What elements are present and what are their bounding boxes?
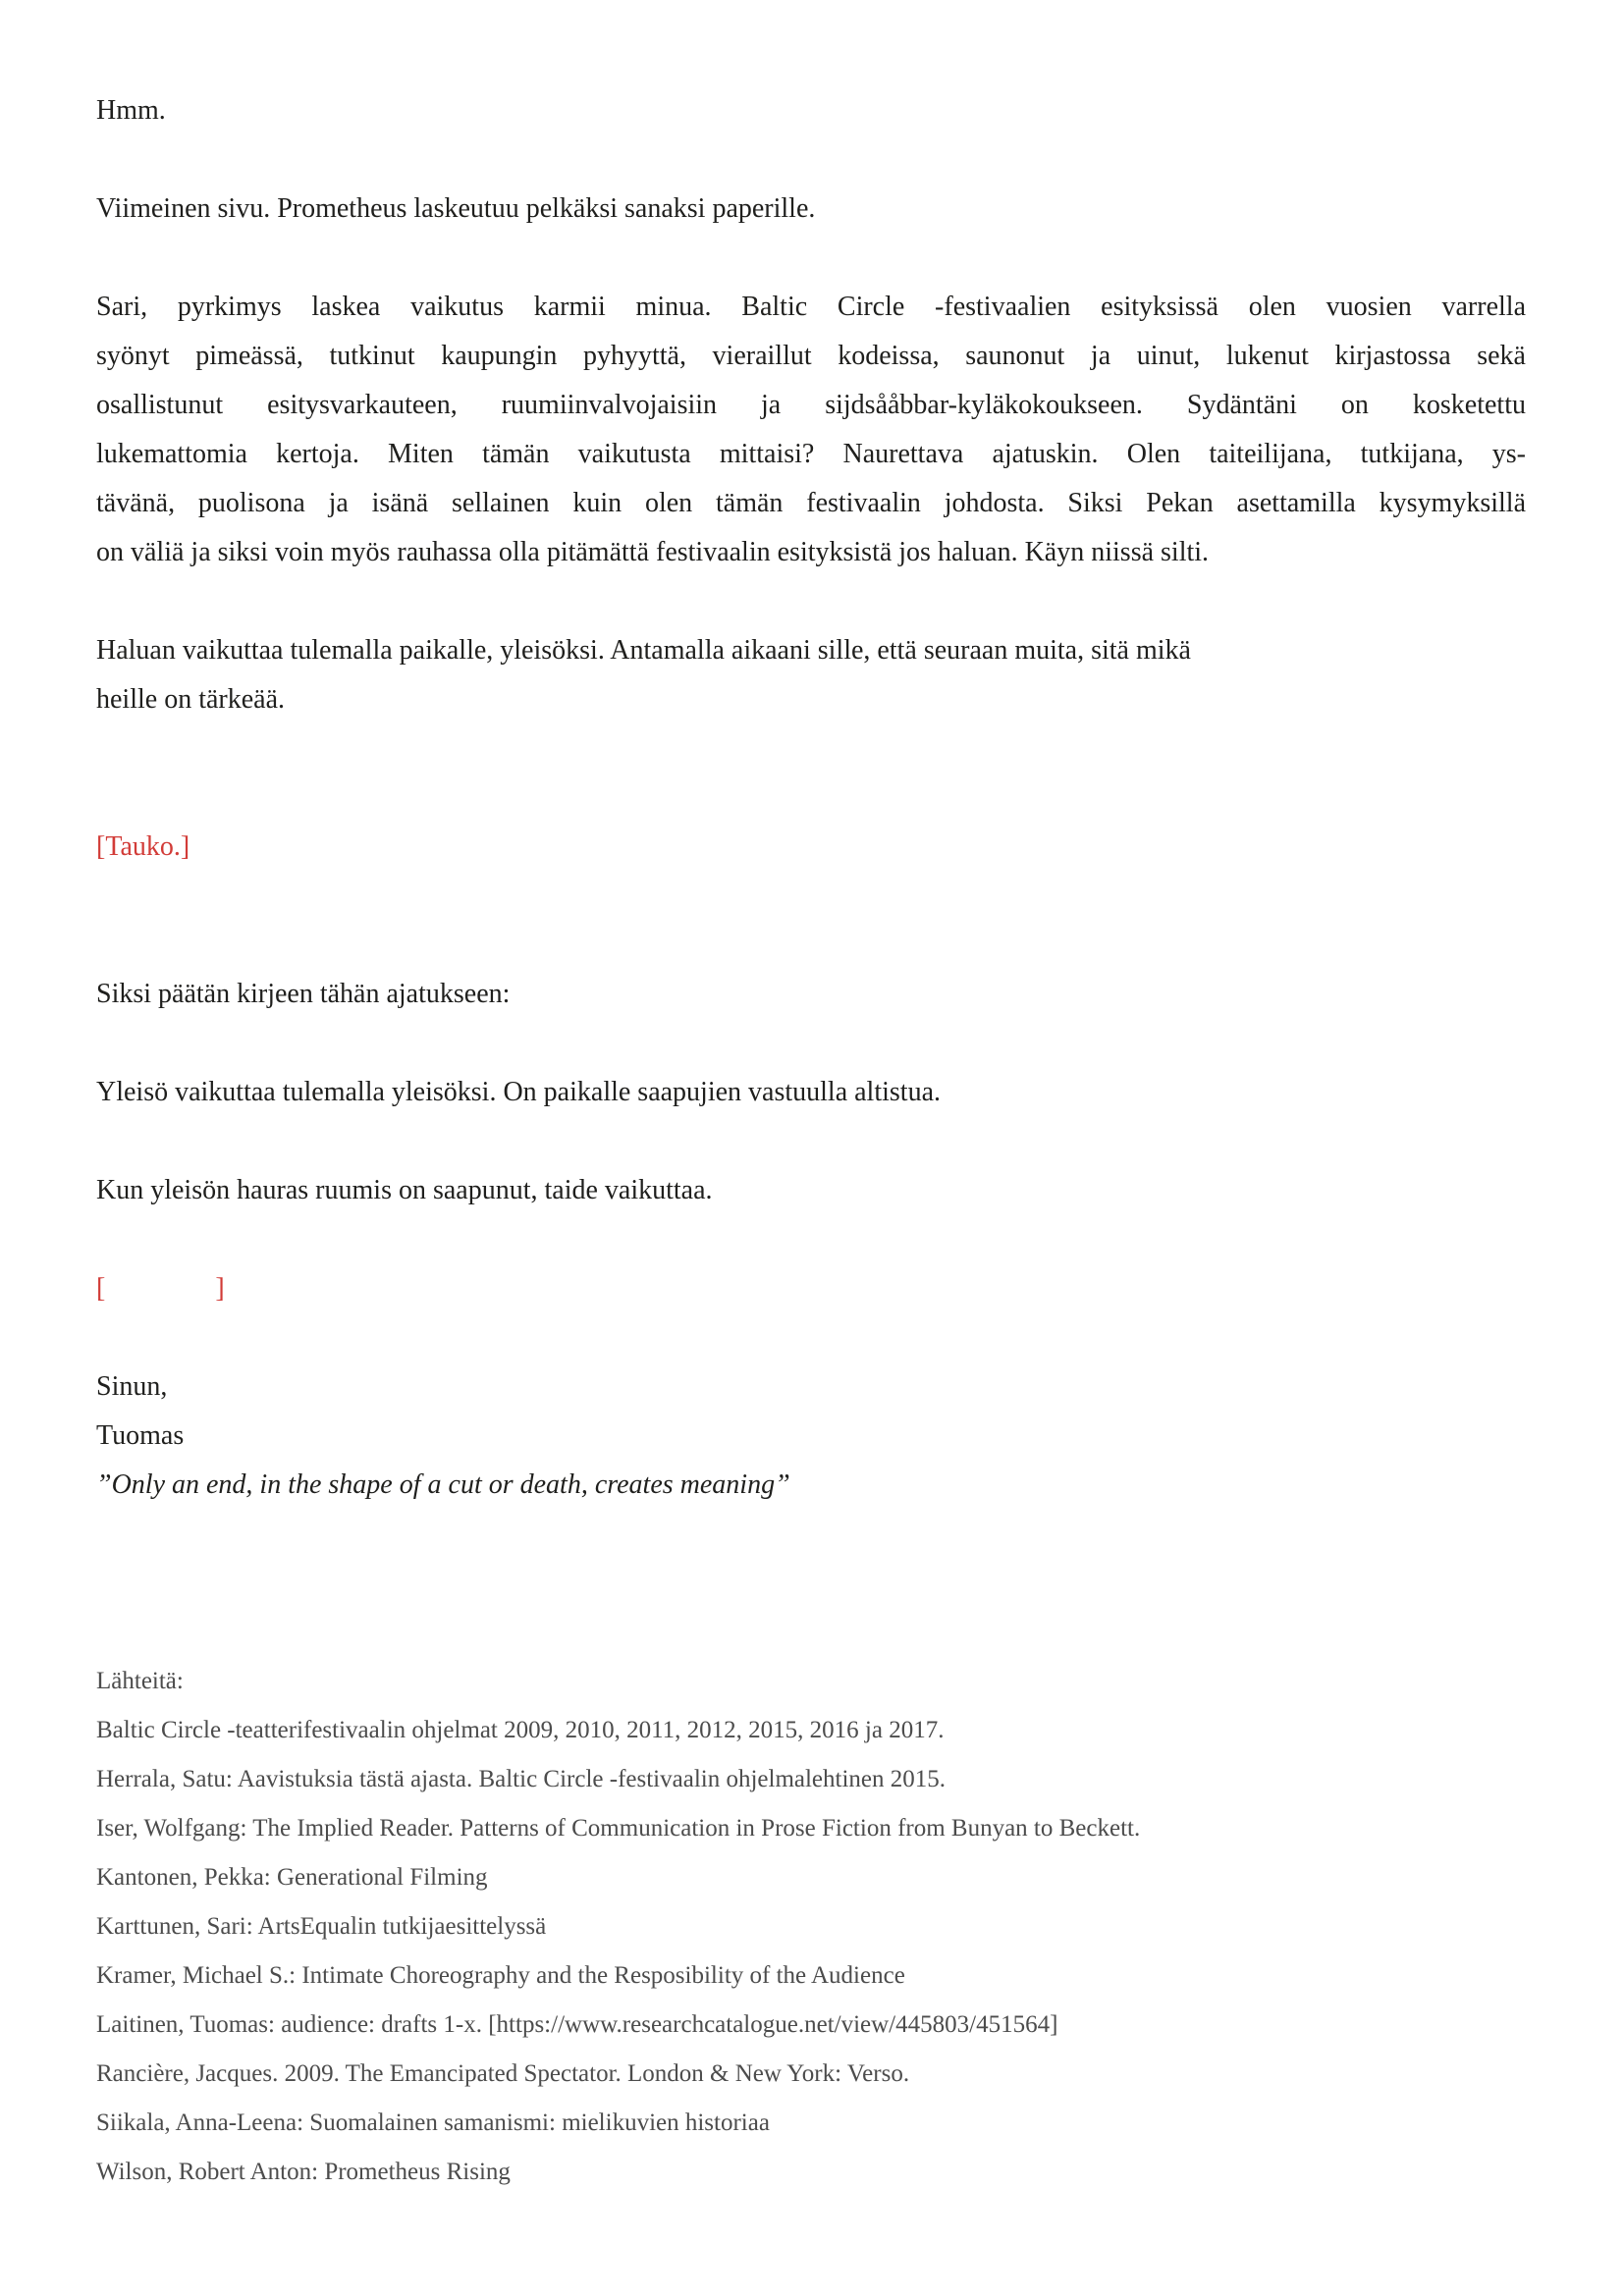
thought-body: Kun yleisön hauras ruumis on saapunut, taide vaikuttaa. (96, 1175, 713, 1205)
impact-paragraph (96, 626, 1526, 724)
closing-intro: Siksi päätän kirjeen tähän ajatukseen: (96, 979, 511, 1009)
thought-audience: Yleisö vaikuttaa tulemalla yleisöksi. On paikalle saapujien vastuulla altistua. (96, 1077, 942, 1107)
text-line: lukemattomia kertoja. Miten tämän vaikutusta mittaisi? Naurettava ajatuskin. Olen taiteilijana, tutkijana, ys- (96, 439, 1526, 469)
text-line: Iser, Wolfgang: The Implied Reader. Patterns of Communication in Prose Fiction from Bunyan to Beckett. (96, 1815, 1141, 1842)
main-paragraph (96, 283, 1526, 577)
text-line: Karttunen, Sari: ArtsEqualin tutkijaesittelyssä (96, 1913, 547, 1940)
bibliography-heading: Lähteitä: (96, 1668, 184, 1694)
text-line: tävänä, puolisona ja isänä sellainen kuin olen tämän festivaalin johdosta. Siksi Pekan asettamilla kysymyksillä (96, 488, 1526, 518)
bibliography-list (96, 1706, 1526, 2197)
text-line: Kantonen, Pekka: Generational Filming (96, 1864, 488, 1891)
letter-final-page-line: Viimeinen sivu. Prometheus laskeutuu pelkäksi sanaksi paperille. (96, 193, 816, 224)
text-line: syönyt pimeässä, tutkinut kaupungin pyhyyttä, vieraillut kodeissa, saunonut ja uinut, lukenut kirjastossa sekä (96, 341, 1526, 371)
bibliography-section (96, 1657, 1526, 2197)
text-line: Kramer, Michael S.: Intimate Choreography and the Resposibility of the Audience (96, 1962, 905, 1989)
pause-marker: [Tauko.] (96, 831, 190, 862)
text-line: Siikala, Anna-Leena: Suomalainen samanismi: mielikuvien historiaa (96, 2109, 770, 2136)
text-line: Haluan vaikuttaa tulemalla paikalle, yleisöksi. Antamalla aikaani sille, että seuraan muita, sitä mikä (96, 635, 1191, 666)
text-line: Herrala, Satu: Aavistuksia tästä ajasta. Baltic Circle -festivaalin ohjelmalehtinen 2015. (96, 1766, 947, 1792)
empty-brackets-marker: [ ] (96, 1273, 225, 1304)
signoff-block (96, 1362, 1526, 1510)
text-line: osallistunut esitysvarkauteen, ruumiinvalvojaisiin ja sijdsååbbar-kyläkokoukseen. Sydäntäni on kosketettu (96, 390, 1526, 420)
text-line: heille on tärkeää. (96, 684, 286, 715)
letter-opening: Hmm. (96, 95, 166, 126)
text-line: on väliä ja siksi voin myös rauhassa olla pitämättä festivaalin esityksistä jos haluan. Käyn niissä silti. (96, 537, 1210, 567)
text-line: Wilson, Robert Anton: Prometheus Rising (96, 2159, 511, 2185)
closing-quote: ”Only an end, in the shape of a cut or death, creates meaning” (96, 1469, 790, 1500)
text-line: Sari, pyrkimys laskea vaikutus karmii minua. Baltic Circle -festivaalien esityksissä olen vuosien varrella (96, 292, 1526, 322)
text-line: Baltic Circle -teatterifestivaalin ohjelmat 2009, 2010, 2011, 2012, 2015, 2016 ja 2017. (96, 1717, 945, 1743)
text-line: Rancière, Jacques. 2009. The Emancipated Spectator. London & New York: Verso. (96, 2060, 910, 2087)
text-line: Laitinen, Tuomas: audience: drafts 1-x. [https://www.researchcatalogue.net/view/445803/451564] (96, 2011, 1058, 2038)
signature-name: Tuomas (96, 1420, 185, 1451)
signoff: Sinun, (96, 1371, 168, 1402)
